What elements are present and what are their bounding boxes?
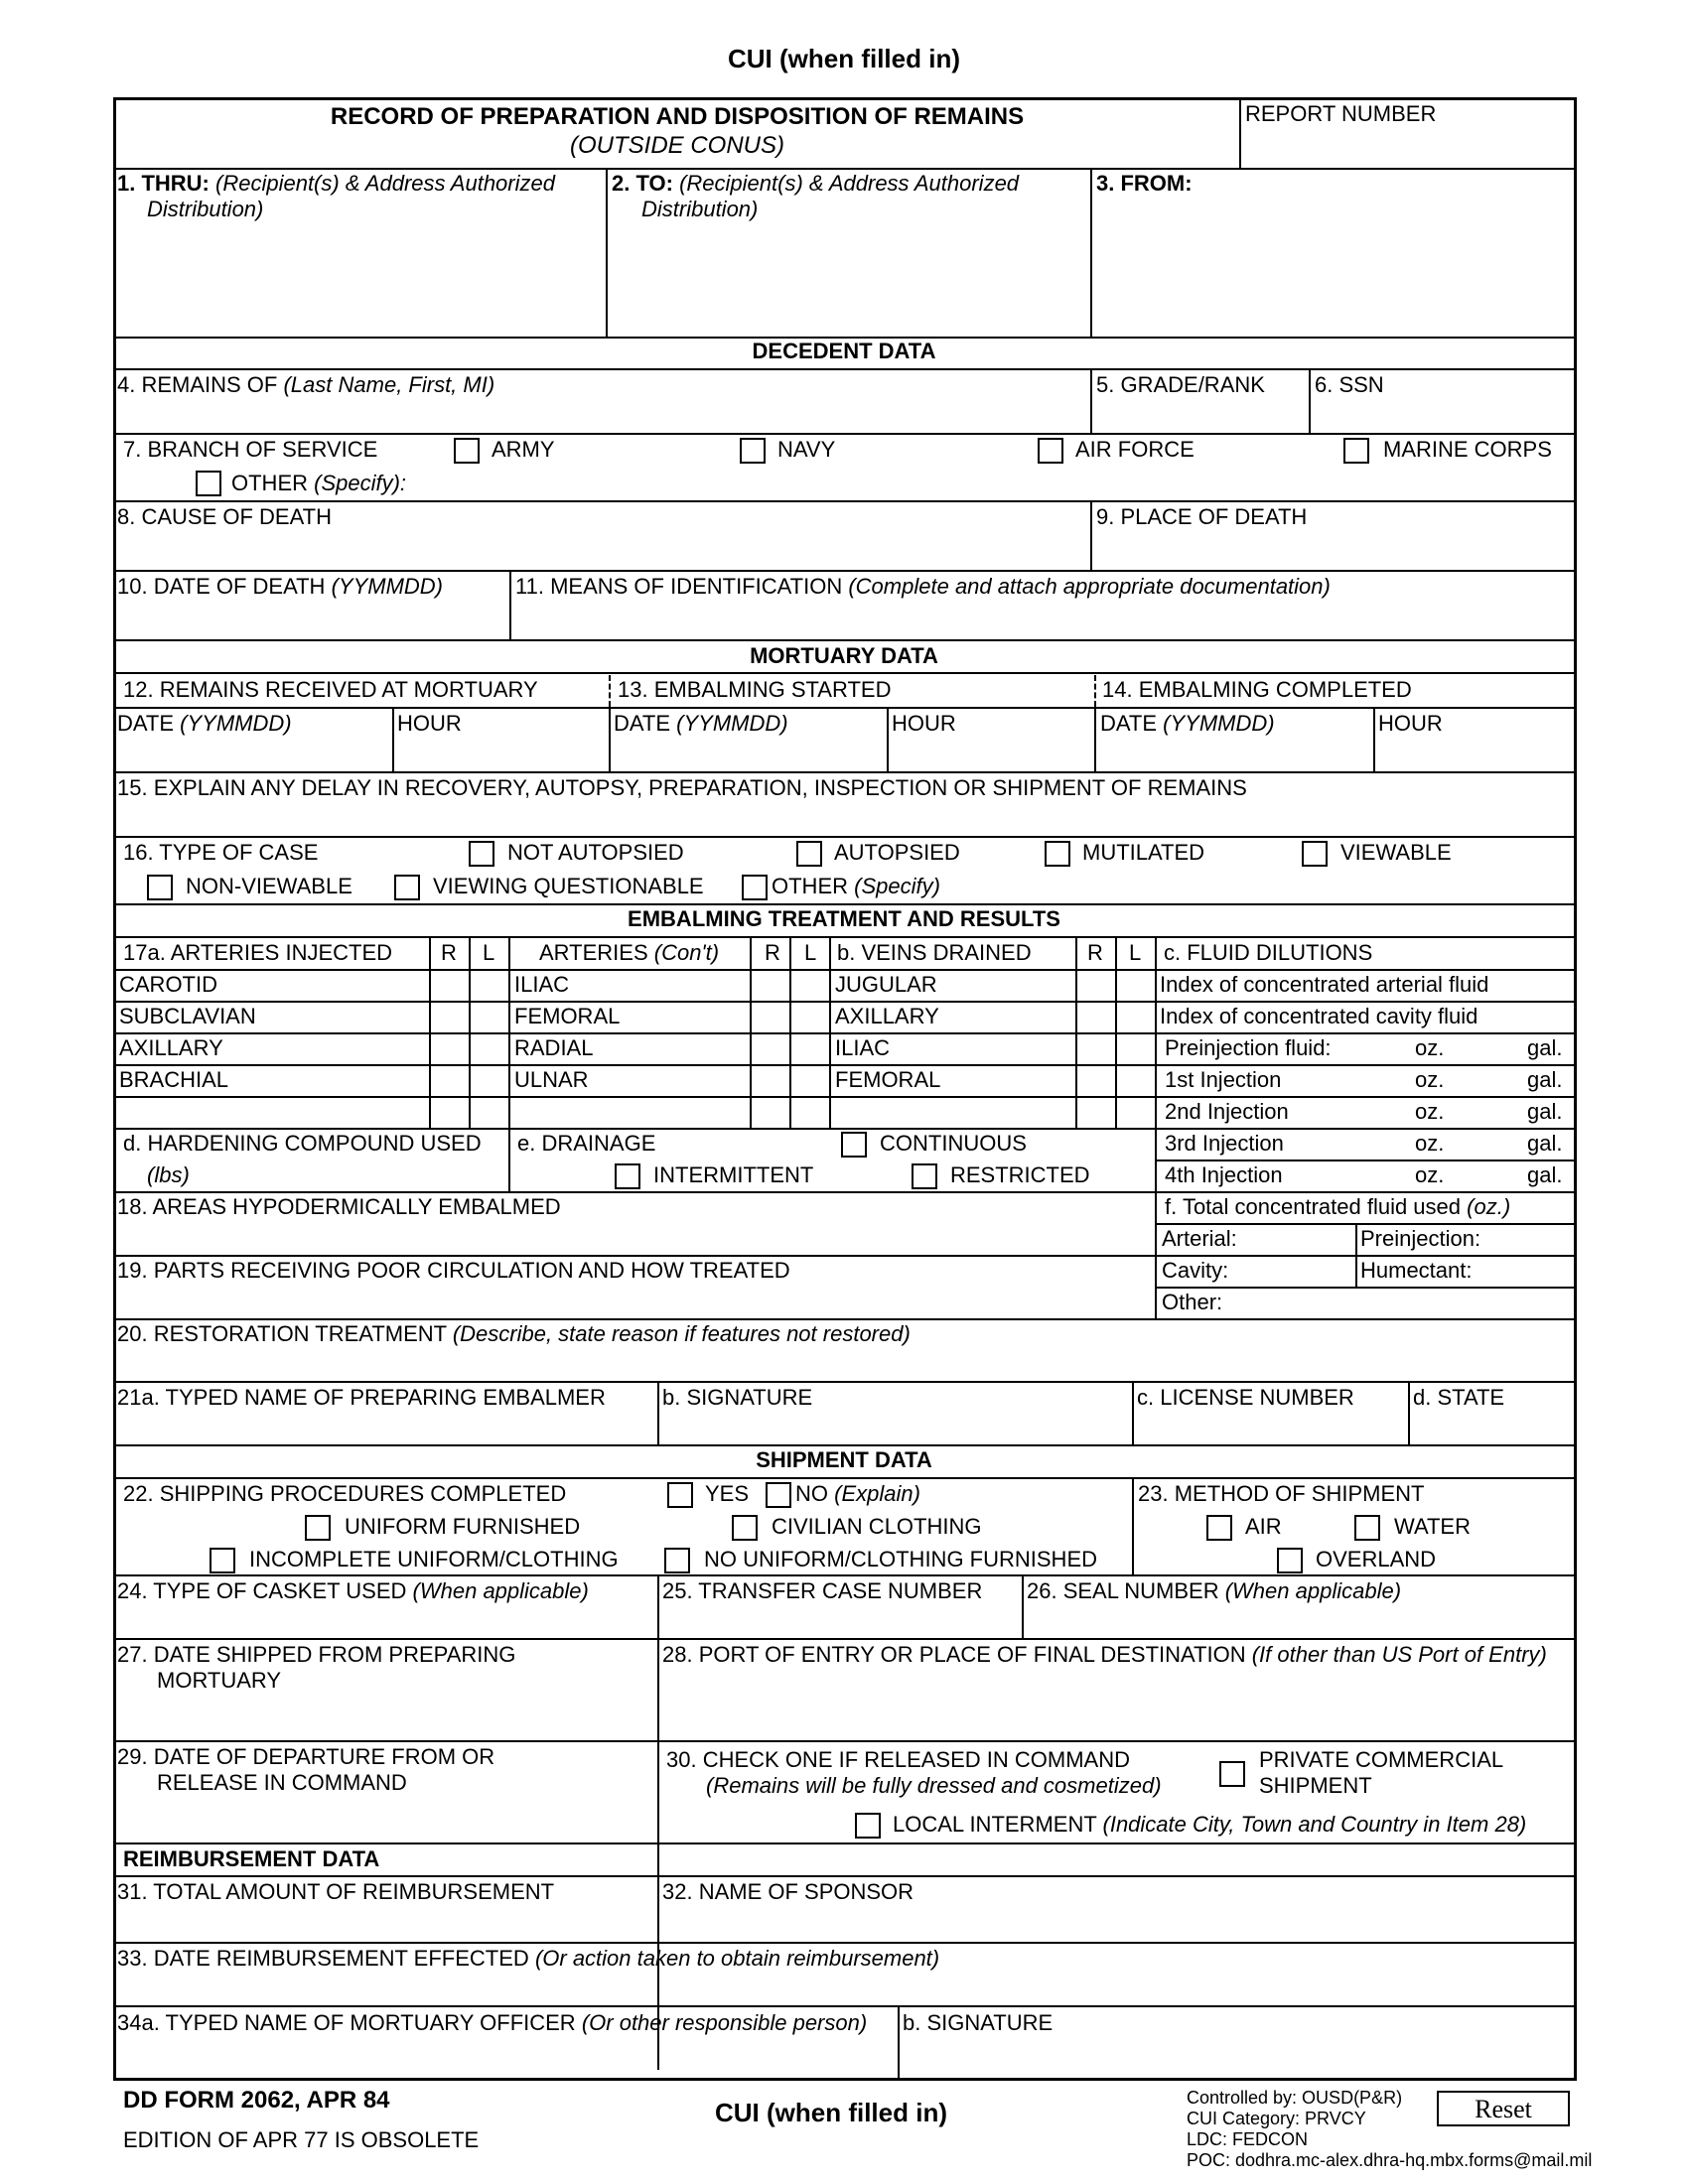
cavity-total-field[interactable]: Cavity:: [1162, 1258, 1229, 1283]
non-viewable-checkbox[interactable]: [147, 875, 173, 900]
other-total-field[interactable]: Other:: [1162, 1290, 1223, 1314]
humectant-total-field[interactable]: Humectant:: [1360, 1258, 1473, 1283]
viewing-questionable-checkbox[interactable]: [394, 875, 420, 900]
embalming-started-label: 13. EMBALMING STARTED: [618, 677, 892, 702]
place-of-death-field[interactable]: 9. PLACE OF DEATH: [1096, 504, 1308, 529]
fourth-injection-field[interactable]: 4th Injection: [1165, 1162, 1283, 1187]
artery-femoral: FEMORAL: [514, 1004, 621, 1028]
license-number-field[interactable]: c. LICENSE NUMBER: [1137, 1385, 1354, 1410]
form-id: DD FORM 2062, APR 84: [123, 2087, 390, 2114]
section-embalming-treatment: EMBALMING TREATMENT AND RESULTS: [628, 906, 1060, 931]
shipping-yes-checkbox[interactable]: [667, 1482, 693, 1508]
artery-subclavian: SUBCLAVIAN: [119, 1004, 256, 1028]
section-reimbursement-data: REIMBURSEMENT DATA: [123, 1846, 380, 1871]
date-shipped-field[interactable]: 27. DATE SHIPPED FROM PREPARING: [117, 1642, 516, 1667]
released-in-command-label: 30. CHECK ONE IF RELEASED IN COMMAND: [666, 1747, 1130, 1772]
artery-axillary: AXILLARY: [119, 1035, 223, 1060]
received-hour-field[interactable]: HOUR: [397, 711, 462, 736]
from-field[interactable]: 3. FROM:: [1096, 171, 1193, 196]
other-case-checkbox[interactable]: [742, 875, 768, 900]
grade-rank-field[interactable]: 5. GRADE/RANK: [1096, 372, 1265, 397]
air-force-checkbox[interactable]: [1038, 438, 1063, 464]
completed-date-field[interactable]: DATE (YYMMDD): [1100, 711, 1275, 736]
embalmer-name-field[interactable]: 21a. TYPED NAME OF PREPARING EMBALMER: [117, 1385, 606, 1410]
port-of-entry-field[interactable]: 28. PORT OF ENTRY OR PLACE OF FINAL DESTINATION (If other than US Port of Entry): [662, 1642, 1547, 1667]
mortuary-officer-signature-field[interactable]: b. SIGNATURE: [903, 2010, 1054, 2035]
army-checkbox[interactable]: [454, 438, 480, 464]
poor-circulation-field[interactable]: 19. PARTS RECEIVING POOR CIRCULATION AND HOW TREATED: [117, 1258, 790, 1283]
viewable-checkbox[interactable]: [1302, 841, 1328, 867]
started-date-field[interactable]: DATE (YYMMDD): [614, 711, 788, 736]
fluid-dilutions-label: c. FLUID DILUTIONS: [1164, 940, 1373, 965]
local-interment-checkbox[interactable]: [855, 1813, 881, 1839]
ship-overland-checkbox[interactable]: [1277, 1548, 1303, 1573]
shipping-procedures-label: 22. SHIPPING PROCEDURES COMPLETED: [123, 1481, 567, 1506]
type-of-case-label: 16. TYPE OF CASE: [123, 840, 319, 865]
ship-water-checkbox[interactable]: [1354, 1515, 1380, 1541]
vein-iliac: ILIAC: [835, 1035, 891, 1060]
explain-delay-field[interactable]: 15. EXPLAIN ANY DELAY IN RECOVERY, AUTOPSY, PREPARATION, INSPECTION OR SHIPMENT OF REMAINS: [117, 775, 1247, 800]
first-injection-field[interactable]: 1st Injection: [1165, 1067, 1282, 1092]
date-of-death-field[interactable]: 10. DATE OF DEATH (YYMMDD): [117, 574, 444, 599]
date-of-departure-field[interactable]: 29. DATE OF DEPARTURE FROM OR: [117, 1744, 495, 1769]
artery-radial: RADIAL: [514, 1035, 594, 1060]
cui-header: CUI (when filled in): [728, 44, 960, 73]
section-decedent-data: DECEDENT DATA: [752, 339, 936, 363]
reset-button[interactable]: Reset: [1437, 2091, 1570, 2126]
ship-air-checkbox[interactable]: [1206, 1515, 1232, 1541]
section-shipment-data: SHIPMENT DATA: [756, 1447, 932, 1472]
controlled-by: Controlled by: OUSD(P&R): [1187, 2088, 1403, 2108]
navy-checkbox[interactable]: [740, 438, 766, 464]
form-page: CUI (when filled in) RECORD OF PREPARATION AND DISPOSITION OF REMAINS (OUTSIDE CONUS) REPORT NUMBER 1. THRU: (Recipient(s) & Address Authorized Distribution) 2. TO: (Recipient(s) & Address Authorized Distribution) 3. FROM: DECEDENT DATA 4. REMAINS OF (Last Name, First, MI) 5. GRADE/RANK 6. SSN 7. BRANCH OF SERVICE ARMY NAVY AIR FORCE MARINE CORPS OTHER (Specify): 8. CAUSE OF DEATH 9. PLACE OF DEATH 10. DATE OF DEATH (YYMMDD) 11. MEANS OF IDENTIFICATION (Complete and attach appropriate documentation) MORTUARY DATA 12. REMAINS RECEIVED AT MORTUARY 13. EMBALMING STARTED 14. EMBALMING COMPLETED DATE (YYMMDD) HOUR DATE (YYMMDD) HOUR DATE (YYMMDD) HOUR 15. EXPLAIN ANY DELAY IN RECOVERY, AUTOPSY, PREPARATION, INSPECTION OR SHIPMENT OF REMAINS 16. TYPE OF CASE NOT AUTOPSIED AUTOPSIED MUTILATED VIEWABLE NON-VIEWABLE VIEWING QUESTIONABLE OTHER (Specify) EMBALMING TREATMENT AND RESULTS 17a. ARTERIES INJECTED R L ARTERIES (Con't) R L b. VEINS DRAINED R L c. FLUID DILUTIONS CAROTID SUBCLAVIAN AXILLARY BRACHIAL ILIAC FEMORAL RADIAL ULNAR JUGULAR AXILLARY ILIAC FEMORAL Index of concentrated arterial fluid Index of concentrated cavity fluid Preinjection fluid: oz. gal. 1st Injection oz. gal. 2nd Injection oz. gal. 3rd Injection oz. gal. 4th Injection oz. gal. d. HARDENING COMPOUND USED (lbs) e. DRAINAGE CONTINUOUS INTERMITTENT RESTRICTED 18. AREAS HYPODERMICALLY EMBALMED f. Total concentrated fluid used (oz.) Arterial: Preinjection: 19. PARTS RECEIVING POOR CIRCULATION AND HOW TREATED Cavity: Humectant: Other: 20. RESTORATION TREATMENT (Describe, state reason if features not restored) 21a. TYPED NAME OF PREPARING EMBALMER b. SIGNATURE c. LICENSE NUMBER d. STATE SHIPMENT DATA 22. SHIPPING PROCEDURES COMPLETED YES NO (Explain) UNIFORM FURNISHED CIVILIAN CLOTHING INCOMPLETE UNIFORM/CLOTHING NO UNIFORM/CLOTHING FURNISHED 23. METHOD OF SHIPMENT AIR WATER OVERLAND 24. TYPE OF CASKET USED (When applicable) 25. TRANSFER CASE NUMBER 26. SEAL NUMBER (When applicable) 27. DATE SHIPPED FROM PREPARING MORTUARY 28. PORT OF ENTRY OR PLACE OF FINAL DESTINATION (If other than US Port of Entry) 29. DATE OF DEPARTURE FROM OR RELEASE IN COMMAND 30. CHECK ONE IF RELEASED IN COMMAND (Remains will be fully dressed and cosmetized) PRIVATE COMMERCIAL SHIPMENT LOCAL INTERMENT (Indicate City, Town and Country in Item 28) REIMBURSEMENT DATA 31. TOTAL AMOUNT OF REIMBURSEMENT 32. NAME OF SPONSOR 33. DATE REIMBURSEMENT EFFECTED (Or action taken to obtain reimbursement) 34a. TYPED NAME OF MORTUARY OFFICER (Or other responsible person) b. SIGNATURE DD FORM 2062, APR 84 EDITION OF APR 77 IS OBSOLETE CUI (when filled in) Controlled by: OUSD(P&R) CUI Category: PRVCY LDC: FEDCON POC: dodhra.mc-alex.dhra-hq.mbx.forms@mail.mil Reset: [0, 0, 1688, 2184]
preinjection-total-field[interactable]: Preinjection:: [1360, 1226, 1481, 1251]
no-uniform-checkbox[interactable]: [664, 1548, 690, 1573]
form-title: RECORD OF PREPARATION AND DISPOSITION OF REMAINS: [330, 103, 1025, 130]
artery-iliac: ILIAC: [514, 972, 570, 997]
branch-of-service-label: 7. BRANCH OF SERVICE: [123, 437, 378, 462]
third-injection-field[interactable]: 3rd Injection: [1165, 1131, 1284, 1156]
civilian-clothing-checkbox[interactable]: [732, 1515, 758, 1541]
preinjection-fluid-field[interactable]: Preinjection fluid:: [1165, 1035, 1332, 1060]
cui-footer: CUI (when filled in): [715, 2098, 947, 2127]
drainage-restricted-checkbox[interactable]: [912, 1163, 937, 1189]
remains-of-field[interactable]: 4. REMAINS OF (Last Name, First, MI): [117, 372, 495, 397]
artery-brachial: BRACHIAL: [119, 1067, 229, 1092]
cavity-fluid-index-field[interactable]: Index of concentrated cavity fluid: [1160, 1004, 1478, 1028]
edition-note: EDITION OF APR 77 IS OBSOLETE: [123, 2127, 480, 2152]
drainage-intermittent-checkbox[interactable]: [615, 1163, 640, 1189]
second-injection-field[interactable]: 2nd Injection: [1165, 1099, 1289, 1124]
ldc: LDC: FEDCON: [1187, 2129, 1309, 2149]
arterial-total-field[interactable]: Arterial:: [1162, 1226, 1237, 1251]
section-mortuary-data: MORTUARY DATA: [750, 643, 938, 668]
embalmer-signature-field[interactable]: b. SIGNATURE: [662, 1385, 813, 1410]
transfer-case-number-field[interactable]: 25. TRANSFER CASE NUMBER: [662, 1578, 983, 1603]
uniform-furnished-checkbox[interactable]: [305, 1515, 331, 1541]
private-commercial-checkbox[interactable]: [1219, 1761, 1245, 1787]
casket-type-field[interactable]: 24. TYPE OF CASKET USED (When applicable): [117, 1578, 589, 1603]
drainage-label: e. DRAINAGE: [517, 1131, 656, 1156]
cause-of-death-field[interactable]: 8. CAUSE OF DEATH: [117, 504, 332, 529]
form-subtitle: (OUTSIDE CONUS): [570, 132, 784, 159]
mortuary-officer-name-field[interactable]: 34a. TYPED NAME OF MORTUARY OFFICER (Or other responsible person): [117, 2010, 868, 2035]
restoration-treatment-field[interactable]: 20. RESTORATION TREATMENT (Describe, state reason if features not restored): [117, 1321, 911, 1346]
sponsor-name-field[interactable]: 32. NAME OF SPONSOR: [662, 1879, 914, 1904]
total-reimbursement-field[interactable]: 31. TOTAL AMOUNT OF REIMBURSEMENT: [117, 1879, 555, 1904]
cui-category: CUI Category: PRVCY: [1187, 2109, 1366, 2128]
date-reimbursement-field[interactable]: 33. DATE REIMBURSEMENT EFFECTED (Or action taken to obtain reimbursement): [117, 1946, 940, 1971]
incomplete-uniform-checkbox[interactable]: [210, 1548, 235, 1573]
arteries-injected-label: 17a. ARTERIES INJECTED: [123, 940, 393, 965]
marine-corps-checkbox[interactable]: [1343, 438, 1369, 464]
means-of-identification-field[interactable]: 11. MEANS OF IDENTIFICATION (Complete and attach appropriate documentation): [515, 574, 1331, 599]
autopsied-checkbox[interactable]: [796, 841, 822, 867]
artery-carotid: CAROTID: [119, 972, 217, 997]
shipping-no-checkbox[interactable]: [766, 1482, 791, 1508]
drainage-continuous-checkbox[interactable]: [841, 1132, 867, 1158]
poc: POC: dodhra.mc-alex.dhra-hq.mbx.forms@mail.mil: [1187, 2150, 1593, 2170]
ssn-field[interactable]: 6. SSN: [1315, 372, 1384, 397]
total-concentrated-fluid-label: f. Total concentrated fluid used (oz.): [1165, 1194, 1511, 1219]
method-of-shipment-label: 23. METHOD OF SHIPMENT: [1138, 1481, 1425, 1506]
report-number-field[interactable]: REPORT NUMBER: [1245, 101, 1437, 126]
arterial-fluid-index-field[interactable]: Index of concentrated arterial fluid: [1160, 972, 1489, 997]
started-hour-field[interactable]: HOUR: [892, 711, 956, 736]
embalming-completed-label: 14. EMBALMING COMPLETED: [1102, 677, 1412, 702]
vein-jugular: JUGULAR: [835, 972, 937, 997]
completed-hour-field[interactable]: HOUR: [1378, 711, 1443, 736]
areas-hypodermically-embalmed-field[interactable]: 18. AREAS HYPODERMICALLY EMBALMED: [117, 1194, 561, 1219]
license-state-field[interactable]: d. STATE: [1413, 1385, 1505, 1410]
arteries-cont-label: ARTERIES (Con't): [539, 940, 720, 965]
veins-drained-label: b. VEINS DRAINED: [837, 940, 1032, 965]
mutilated-checkbox[interactable]: [1045, 841, 1070, 867]
seal-number-field[interactable]: 26. SEAL NUMBER (When applicable): [1027, 1578, 1402, 1603]
not-autopsied-checkbox[interactable]: [469, 841, 494, 867]
vein-femoral: FEMORAL: [835, 1067, 941, 1092]
hardening-compound-field[interactable]: d. HARDENING COMPOUND USED: [123, 1131, 482, 1156]
remains-received-label: 12. REMAINS RECEIVED AT MORTUARY: [123, 677, 538, 702]
artery-ulnar: ULNAR: [514, 1067, 589, 1092]
vein-axillary: AXILLARY: [835, 1004, 939, 1028]
other-branch-checkbox[interactable]: [196, 471, 221, 496]
received-date-field[interactable]: DATE (YYMMDD): [117, 711, 292, 736]
